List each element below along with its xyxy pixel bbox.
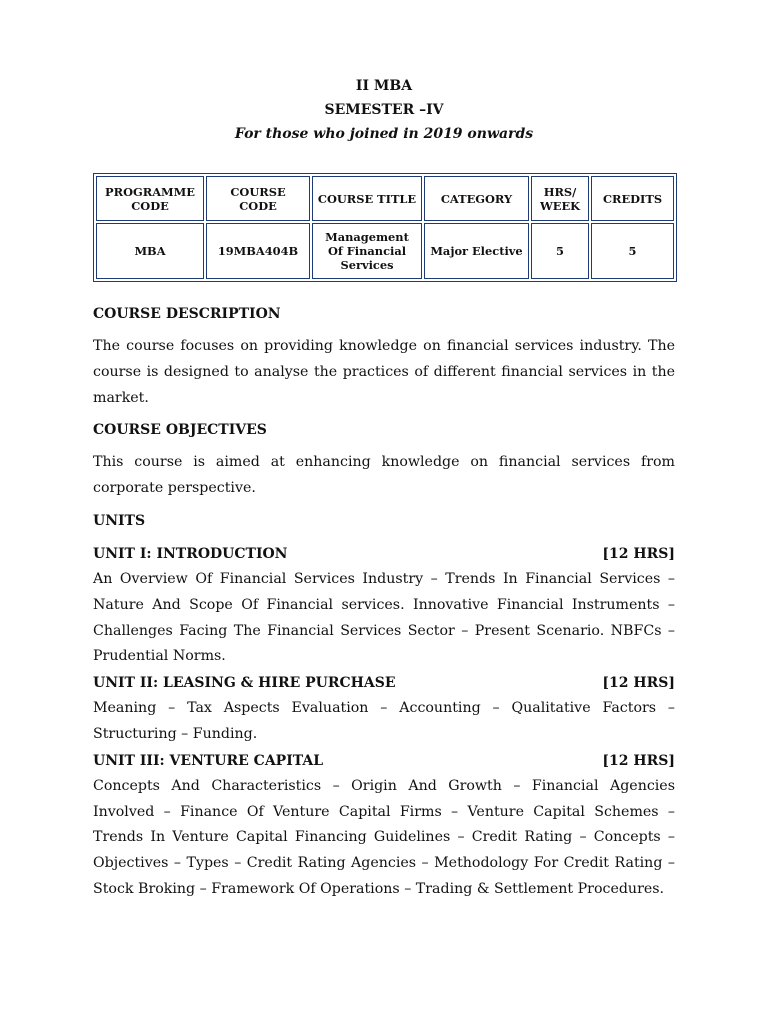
header-course-title: COURSE TITLE — [312, 176, 422, 221]
cell-course-title: Management Of Financial Services — [312, 223, 422, 279]
batch-subtitle: For those who joined in 2019 onwards — [234, 126, 534, 142]
header-programme-code: PROGRAMME CODE — [96, 176, 204, 221]
cell-category: Major Elective — [424, 223, 529, 279]
unit-1-title: UNIT I: INTRODUCTION — [93, 545, 288, 562]
unit-3-hours: [12 HRS] — [602, 752, 675, 769]
unit-1 — [93, 541, 675, 670]
description-heading: COURSE DESCRIPTION — [93, 306, 281, 322]
header-hrs-week: HRS/ WEEK — [531, 176, 589, 221]
header-credits: CREDITS — [591, 176, 674, 221]
document-page — [93, 74, 675, 903]
table-row — [96, 223, 674, 279]
objectives-text: This course is aimed at enhancing knowledge on financial services from corporate perspective. — [93, 454, 675, 497]
unit-1-text: An Overview Of Financial Services Industry – Trends In Financial Services – Nature And Scope Of Financial services. Innovative Financial Instruments – Challenges Facing The Financial Services Sector – Present Scenario. NBFCs – Prudential Norms. — [93, 570, 675, 665]
description-text: The course focuses on providing knowledge on financial services industry. The course is designed to analyse the practices of different financial services in the market. — [93, 338, 675, 406]
unit-2 — [93, 670, 675, 748]
unit-3-header — [93, 748, 675, 774]
unit-1-hours: [12 HRS] — [602, 545, 675, 562]
course-table — [93, 173, 677, 282]
class-title: II MBA — [355, 78, 413, 94]
cell-course-code: 19MBA404B — [206, 223, 310, 279]
unit-3-title: UNIT III: VENTURE CAPITAL — [93, 752, 324, 769]
unit-2-title: UNIT II: LEASING & HIRE PURCHASE — [93, 675, 396, 692]
unit-3-text: Concepts And Characteristics – Origin And Growth – Financial Agencies Involved – Finance Of Venture Capital Firms – Venture Capital Schemes – Trends In Venture Capital Financing Guidelines – Credit Rating – Concepts – Objectives – Types – Credit Rating Agencies – Methodology For Credit Rating – Stock Broking – Framework Of Operations – Trading & Settlement Procedures. — [93, 777, 675, 897]
cell-programme-code: MBA — [96, 223, 204, 279]
unit-2-header — [93, 670, 675, 696]
unit-2-text: Meaning – Tax Aspects Evaluation – Accounting – Qualitative Factors – Structuring – Funding. — [93, 700, 675, 742]
header-category: CATEGORY — [424, 176, 529, 221]
unit-1-header — [93, 541, 675, 567]
objectives-heading: COURSE OBJECTIVES — [93, 422, 267, 439]
cell-hrs-week: 5 — [531, 223, 589, 279]
cell-credits: 5 — [591, 223, 674, 279]
table-header-row — [96, 176, 674, 221]
header-course-code: COURSE CODE — [206, 176, 310, 221]
units-heading: UNITS — [93, 512, 146, 529]
unit-3 — [93, 748, 675, 903]
semester-title: SEMESTER –IV — [324, 102, 444, 118]
unit-2-hours: [12 HRS] — [602, 675, 675, 692]
